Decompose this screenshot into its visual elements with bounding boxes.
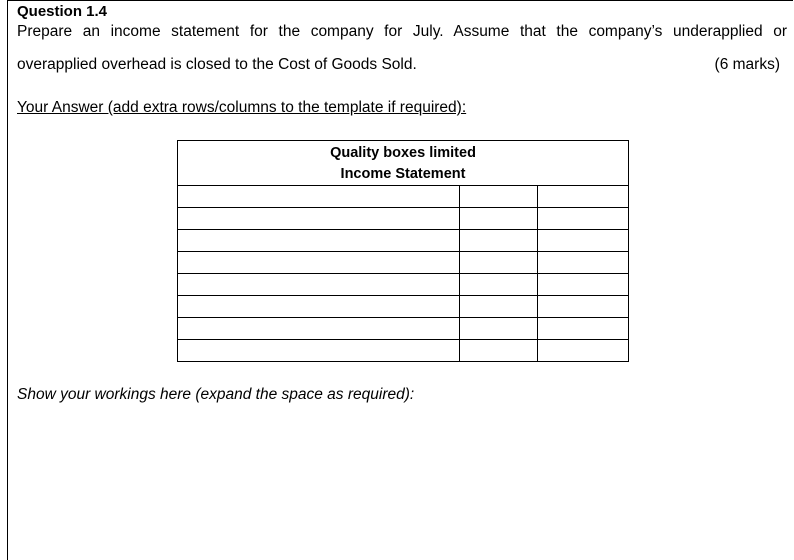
question-text-line1: Prepare an income statement for the company for July. Assume that the company’s underapplied or — [17, 23, 787, 40]
question-text-line2: overapplied overhead is closed to the Cost of Goods Sold. — [17, 56, 417, 73]
question-title: Question 1.4 — [17, 3, 108, 20]
marks-label: (6 marks) — [714, 56, 780, 73]
table-row-line — [178, 273, 628, 274]
table-row-line — [178, 229, 628, 230]
table-row-line — [178, 339, 628, 340]
income-statement-table[interactable] — [177, 140, 629, 362]
table-row-line — [178, 295, 628, 296]
table-row-line — [178, 207, 628, 208]
table-row-line — [178, 317, 628, 318]
table-row-line — [178, 185, 628, 186]
table-column-line — [459, 185, 460, 361]
company-name: Quality boxes limited — [330, 145, 476, 161]
table-column-line — [537, 185, 538, 361]
statement-title: Income Statement — [340, 166, 466, 182]
workings-prompt: Show your workings here (expand the space as required): — [17, 386, 415, 403]
statement-header — [178, 141, 628, 187]
table-row-line — [178, 251, 628, 252]
answer-prompt: Your Answer (add extra rows/columns to the template if required): — [17, 99, 467, 116]
